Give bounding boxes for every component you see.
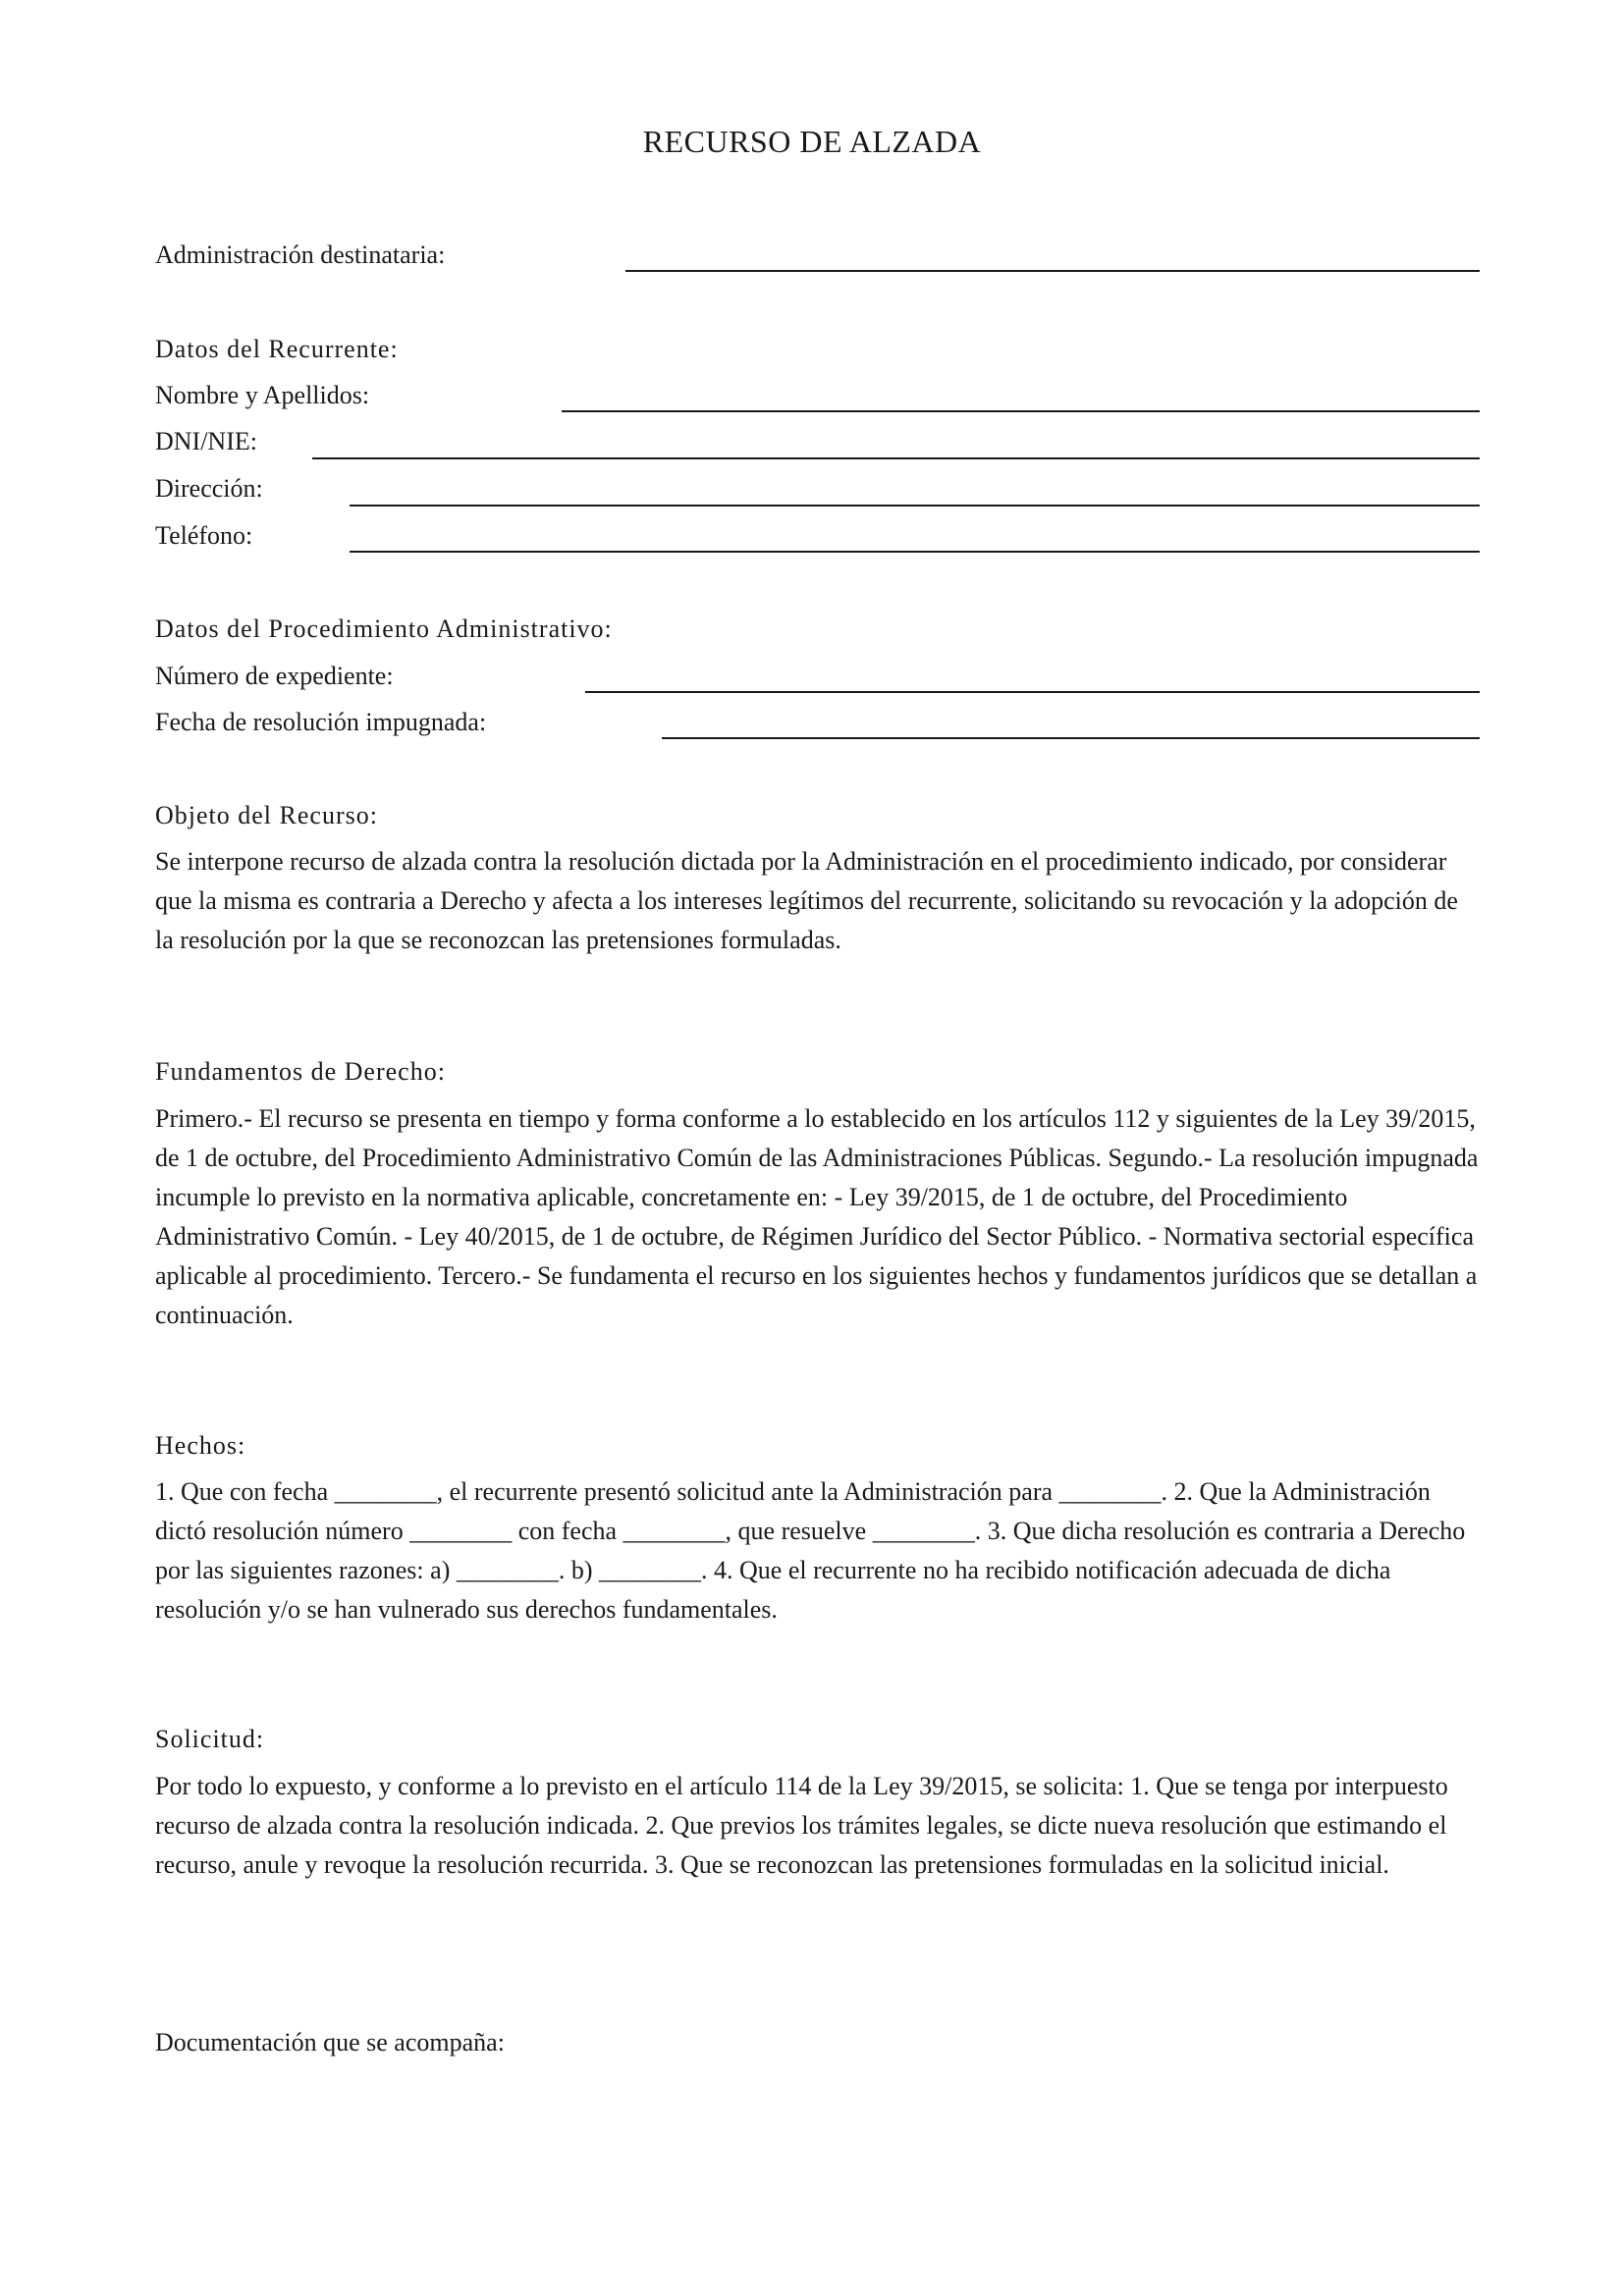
direccion-label: Dirección: [155,474,263,503]
procedimiento-heading: Datos del Procedimiento Administrativo: [155,614,613,643]
telefono-field-line[interactable] [350,551,1480,553]
documentacion-heading: Documentación que se acompaña: [155,2028,505,2056]
administracion-label: Administración destinataria: [155,240,446,269]
recurrente-heading: Datos del Recurrente: [155,335,399,363]
fundamentos-heading: Fundamentos de Derecho: [155,1057,446,1086]
hechos-heading: Hechos: [155,1431,246,1460]
objeto-heading: Objeto del Recurso: [155,801,378,829]
hechos-paragraph: 1. Que con fecha ________, el recurrente presentó solicitud ante la Administración para ________. 2. Que la Administración dictó resolución número ________ con fecha ________, que resuelve ________. 3. Que dicha resolución es contraria a Derecho por las siguientes razones: a) ________. b) ________. 4. Que el recurrente no ha recibido notificación adecuada de dicha resolución y/o se han vulnerado sus derechos fundamentales. [155,1477,1466,1624]
fecha-resolucion-field-line[interactable] [662,737,1480,739]
fecha-resolucion-label: Fecha de resolución impugnada: [155,708,487,736]
objeto-paragraph: Se interpone recurso de alzada contra la resolución dictada por la Administración en el procedimiento indicado, por considerar que la misma es contraria a Derecho y afecta a los intereses legítimos del recurrente, solicitando su revocación y la adopción de la resolución por la que se reconozcan las pretensiones formuladas. [155,847,1458,954]
fundamentos-paragraph: Primero.- El recurso se presenta en tiempo y forma conforme a lo establecido en los artículos 112 y siguientes de la Ley 39/2015, de 1 de octubre, del Procedimiento Administrativo Común de las Administraciones Públicas. Segundo.- La resolución impugnada incumple lo previsto en la normativa aplicable, concretamente en: - Ley 39/2015, de 1 de octubre, del Procedimiento Administrativo Común. - Ley 40/2015, de 1 de octubre, de Régimen Jurídico del Sector Público. - Normativa sectorial específica aplicable al procedimiento. Tercero.- Se fundamenta el recurso en los siguientes hechos y fundamentos jurídicos que se detallan a continuación. [155,1104,1479,1329]
direccion-field-line[interactable] [350,505,1480,507]
nombre-field-line[interactable] [562,410,1480,412]
document-title: RECURSO DE ALZADA [642,124,982,159]
dni-label: DNI/NIE: [155,427,257,455]
administracion-field-line[interactable] [625,270,1480,272]
telefono-label: Teléfono: [155,521,253,550]
expediente-field-line[interactable] [585,691,1480,693]
solicitud-paragraph: Por todo lo expuesto, y conforme a lo previsto en el artículo 114 de la Ley 39/2015, se solicita: 1. Que se tenga por interpuesto recurso de alzada contra la resolución indicada. 2. Que previos los trámites legales, se dicte nueva resolución que estimando el recurso, anule y revoque la resolución recurrida. 3. Que se reconozcan las pretensiones formuladas en la solicitud inicial. [155,1772,1448,1879]
nombre-label: Nombre y Apellidos: [155,381,370,409]
expediente-label: Número de expediente: [155,662,394,690]
solicitud-heading: Solicitud: [155,1725,265,1753]
dni-field-line[interactable] [312,457,1480,459]
